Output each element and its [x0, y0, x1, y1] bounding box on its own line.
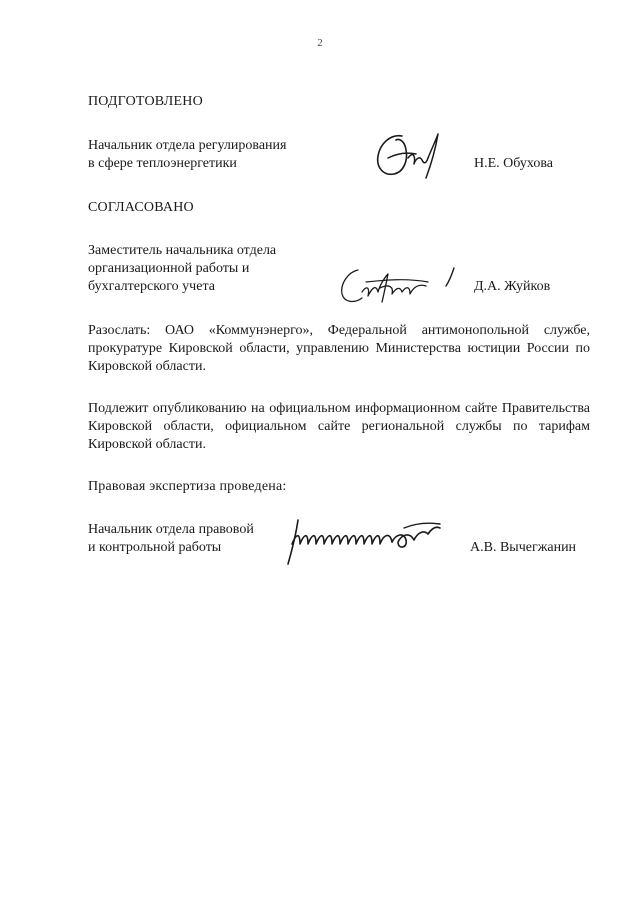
- agreed-position: [88, 242, 328, 296]
- page-number: 2: [317, 37, 323, 49]
- prepared-position-line-1: Начальник отдела регулирования: [88, 138, 287, 153]
- zhuykov-signature: [336, 262, 470, 310]
- obukhova-signature: [372, 128, 444, 184]
- agreed-position-line-1: Заместитель начальника отдела: [88, 243, 277, 258]
- agreed-position-line-3: бухгалтерского учета: [88, 279, 215, 294]
- agreed-name: Д.А. Жуйков: [474, 279, 551, 294]
- agreed-position-line-2: организационной работы и: [88, 261, 250, 276]
- agreed-heading: СОГЛАСОВАНО: [88, 200, 194, 215]
- prepared-heading: ПОДГОТОВЛЕНО: [88, 94, 203, 109]
- prepared-position: [88, 137, 328, 173]
- prepared-position-line-2: в сфере теплоэнергетики: [88, 156, 237, 171]
- legal-review-heading: Правовая экспертиза проведена:: [88, 479, 287, 494]
- distribution-paragraph: Разослать: ОАО «Коммунэнерго», Федеральной антимонопольной службе, прокуратуре Кировской области, управлению Министерства юстиции России по Кировской области.: [88, 323, 590, 374]
- legal-review-position-line-1: Начальник отдела правовой: [88, 522, 254, 537]
- legal-review-name: А.В. Вычегжанин: [470, 540, 577, 555]
- publication-paragraph: Подлежит опубликованию на официальном информационном сайте Правительства Кировской области, официальном сайте региональной службы по тарифам Кировской области.: [88, 401, 590, 452]
- legal-review-position-line-2: и контрольной работы: [88, 540, 222, 555]
- vychegzhanin-signature: [284, 514, 444, 570]
- prepared-name: Н.Е. Обухова: [474, 156, 553, 171]
